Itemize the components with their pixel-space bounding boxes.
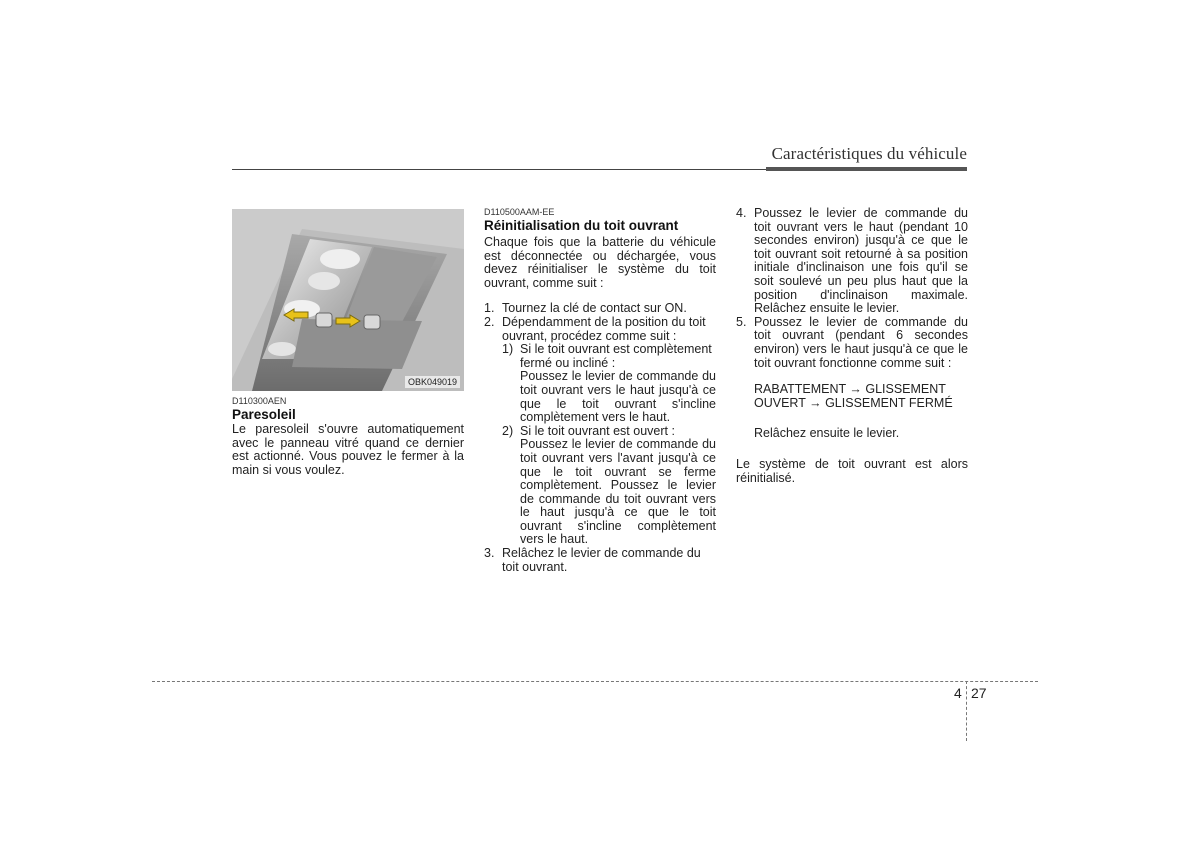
sub-list-text: Si le toit ouvrant est complètement fermé ou incliné : [520, 342, 712, 370]
intro-text: Chaque fois que la batterie du véhicule est déconnectée ou déchargée, vous devez réinitialiser le système du toit ouvrant, comme suit : [484, 235, 716, 290]
list-item [736, 207, 968, 316]
sub-list-detail: Poussez le levier de commande du toit ouvrant vers l'avant jusqu'à ce que le toit ouvrant se ferme complètement. Poussez le levier de commande du toit ouvrant vers le haut jusqu'à ce que le toit ouvrant s'incline complètement vers le haut. [520, 437, 716, 547]
sub-list-detail: Poussez le levier de commande du toit ouvrant vers le haut jusqu'à ce que le toit ouvrant s'incline complètement vers le haut. [520, 369, 716, 425]
movement-sequence [736, 383, 968, 410]
sunroof-drawing [232, 209, 464, 391]
column-reinitialisation-continued [736, 207, 968, 485]
footer-rule [152, 681, 1038, 682]
footer-divider [966, 681, 967, 741]
release-instruction: Relâchez ensuite le levier. [754, 426, 900, 441]
list-item [736, 316, 968, 370]
list-number: 4. [736, 206, 747, 220]
section-heading: Réinitialisation du toit ouvrant [484, 218, 679, 233]
list-number: 5. [736, 314, 747, 329]
sub-list-item [502, 343, 716, 425]
sunroof-illustration [232, 209, 464, 391]
list-item [484, 316, 716, 547]
list-text: Poussez le levier de commande du toit ouvrant (pendant 6 secondes environ) vers le haut jusqu'à ce que le toit ouvrant fonctionne comme suit : [754, 314, 968, 370]
sub-list-item [502, 425, 716, 547]
header-rule-accent [766, 167, 967, 171]
list-item [484, 302, 716, 316]
list-number: 2. [484, 314, 495, 329]
sub-list-number: 2) [502, 423, 514, 438]
list-item [484, 547, 716, 574]
section-heading: Paresoleil [232, 407, 296, 422]
page-header-title: Caractéristiques du véhicule [771, 144, 967, 163]
chapter-number: 4 [954, 685, 962, 701]
list-number: 3. [484, 546, 495, 561]
conclusion-text: Le système de toit ouvrant est alors réinitialisé. [736, 456, 968, 485]
page-number: 27 [971, 685, 987, 701]
column-paresoleil [232, 396, 464, 477]
list-text: Tournez la clé de contact sur ON. [502, 301, 687, 316]
section-code: D110500AAM-EE [484, 207, 555, 217]
sub-list-number: 1) [502, 342, 514, 357]
sequence-line: RABATTEMENT → GLISSEMENT [754, 382, 946, 397]
list-number: 1. [484, 301, 495, 316]
list-text: Relâchez le levier de commande du toit ouvrant. [502, 546, 701, 574]
list-text: Poussez le levier de commande du toit ouvrant vers le haut (pendant 10 secondes environ) jusqu'à ce que le toit ouvrant soit retourné à sa position initiale d'inclinaison une fois qu'il se soit soulevé un peu plus haut que la position d'inclinaison maximale. Relâchez ensuite le levier. [754, 206, 968, 316]
section-body: Le paresoleil s'ouvre automatiquement avec le panneau vitré quand ce dernier est actionné. Vous pouvez le fermer à la main si vous voulez. [232, 422, 464, 477]
column-reinitialisation [484, 207, 716, 574]
sequence-line: OUVERT → GLISSEMENT FERMÉ [754, 395, 953, 410]
sub-list-text: Si le toit ouvrant est ouvert : [520, 423, 675, 438]
section-code: D110300AEN [232, 396, 287, 406]
list-text: Dépendamment de la position du toit ouvrant, procédez comme suit : [502, 314, 706, 343]
image-code: OBK049019 [405, 376, 460, 388]
